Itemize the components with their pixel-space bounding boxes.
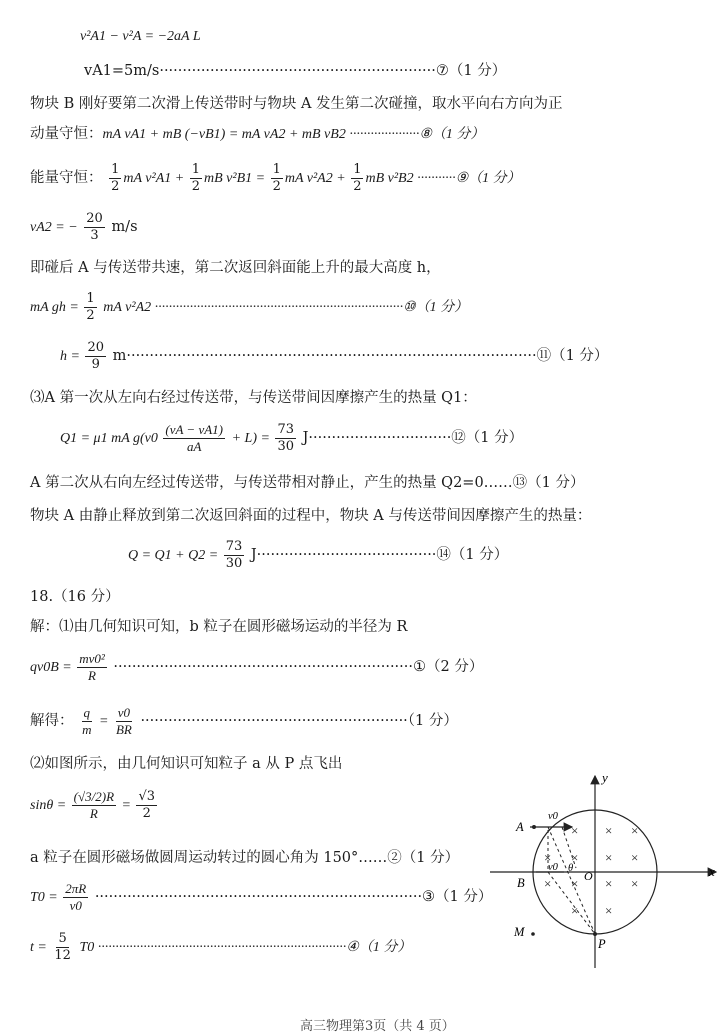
label-a: A [516,820,524,834]
equation-kinematic: v²A1 − v²A = −2aA L [80,29,201,44]
text-heat-q2: A 第二次从右向左经过传送带，与传送带相对静止，产生的热量 Q2=0……⑬（1 分） [30,475,585,491]
y-axis-label: y [602,770,608,785]
magnetic-field-diagram [488,770,723,975]
question-18-heading: 18.（16 分） [30,589,120,605]
field-cross: × [605,876,613,891]
text-central-angle: a 粒子在圆形磁场做圆周运动转过的圆心角为 150°……②（1 分） [30,850,460,866]
energy-conservation: 能量守恒： $\frac{1}{2}$ mA v²A1 + $\frac{1}{2}$ mB v²B1 = $\frac{1}{2}$ mA v²A2 + $\frac{1}{2}$ mB v²B2 ···········⑨（1 分） [30,162,521,194]
result-va2: vA2 = − $\frac{20}{3}$ m/s [30,211,138,243]
field-cross: × [571,850,579,865]
result-va1: vA1=5m/s····························································⑦（1 分） [84,63,507,79]
label-p: P [598,937,606,951]
equation-lorentz: qv0B = $\frac{\text{mv0²}}{R}$ ·································································①（2 分） [30,651,484,683]
field-cross: × [571,903,579,918]
label-b: B [517,876,525,890]
equation-total-heat: Q = Q1 + Q2 = $\frac{73}{30}$ J·······································⑭（1 分） [128,539,509,571]
result-charge-mass: 解得： $\frac{q}{m}$ = $\frac{v0}{BR}$ ··························································（1 分） [30,705,458,737]
field-cross: × [544,850,552,865]
field-cross: × [605,903,613,918]
field-cross: × [571,823,579,838]
text-second-collision: 物块 B 刚好要第二次滑上传送带时与物块 A 发生第二次碰撞，取水平向右方向为正 [30,96,563,112]
field-cross: × [571,876,579,891]
label-o: O [584,869,593,883]
text-particle-a-exit: ⑵如图所示，由几何知识可知粒子 a 从 P 点飞出 [30,756,343,772]
momentum-conservation: 动量守恒：mA vA1 + mB (−vB1) = mA vA2 + mB vB2 ····················⑧（1 分） [30,126,485,142]
field-cross: × [631,823,639,838]
result-height: h = $\frac{20}{9}$ m·························································································⑪（1 分） [60,340,609,372]
text-radius: 解：⑴由几何知识可知，b 粒子在圆形磁场运动的半径为 R [30,619,408,635]
x-axis-label: x [709,864,715,879]
equation-heat-q1: Q1 = μ1 mA g(v0 $\frac{(vA - vA1)}{aA}$ + L) = $\frac{73}{30}$ J·······························⑫（1 分） [60,422,524,454]
equation-sin-theta: sinθ = $\frac{(√3/2)R}{R}$ = $\frac{√3}{2}$ [30,789,156,821]
point-m [531,932,535,936]
field-cross: × [544,876,552,891]
label-m: M [514,925,525,939]
label-theta: θ [568,863,574,874]
page-footer: 高三物理第3页（共 4 页） [300,1019,455,1034]
field-cross: × [631,876,639,891]
text-total-heat: 物块 A 由静止释放到第二次返回斜面的过程中，物块 A 与传送带间因摩擦产生的热量： [30,508,592,524]
equation-time: t = $\frac{5}{12}$ T0 ·······································································④（1 分） [30,931,412,963]
text-part3-heat: ⑶A 第一次从左向右经过传送带，与传送带间因摩擦产生的热量 Q1： [30,390,477,406]
field-cross: × [605,850,613,865]
equation-energy-height: mA gh = $\frac{1}{2}$ mA v²A2 ·······································································⑩（1 分） [30,291,469,323]
field-cross: × [631,850,639,865]
field-cross: × [605,823,613,838]
text-max-height: 即碰后 A 与传送带共速，第二次返回斜面能上升的最大高度 h， [30,260,441,276]
equation-period: T0 = $\frac{2\pi R}{v0}$ ·······································································③（1 分） [30,881,493,913]
point-a [532,825,536,829]
label-v0-b: v0 [548,862,558,873]
label-v0-a: v0 [548,811,558,822]
